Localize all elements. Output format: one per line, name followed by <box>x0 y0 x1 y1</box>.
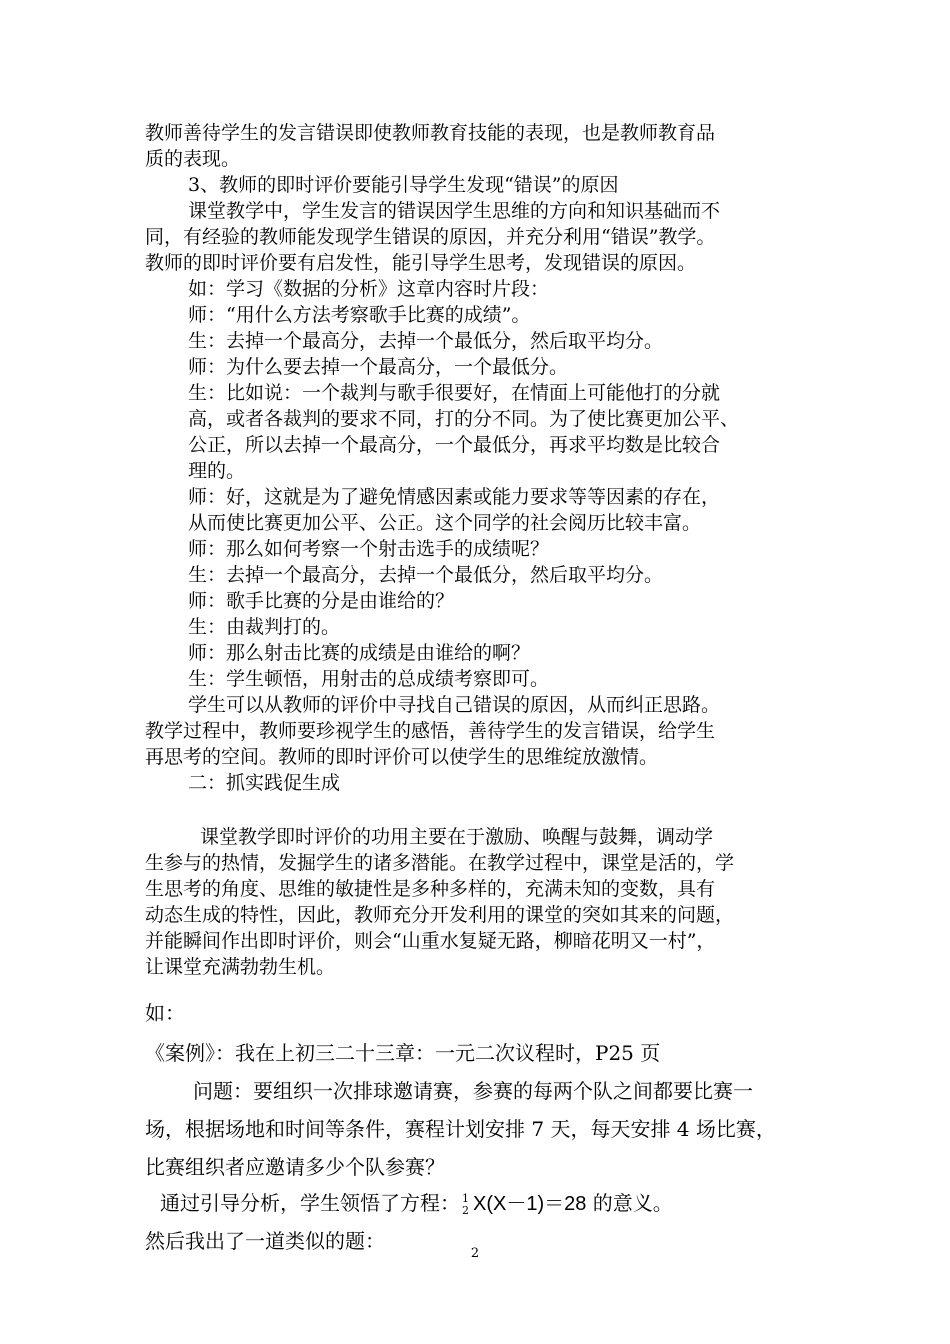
dialogue-line: 生：由裁判打的。 <box>188 616 341 638</box>
text-line: 学生可以从教师的评价中寻找自己错误的原因，从而纠正思路。 <box>188 694 721 716</box>
section-heading: 二：抓实践促生成 <box>188 772 341 794</box>
fraction-numerator: 1 <box>462 1191 469 1205</box>
text-line: 比赛组织者应邀请多少个队参赛？ <box>145 1155 445 1179</box>
dialogue-line: 师：为什么要去掉一个最高分，一个最低分。 <box>188 356 569 378</box>
equation-expression: X(X－1)＝28 <box>473 1193 587 1215</box>
text-line: 如：学习《数据的分析》这章内容时片段： <box>188 278 550 300</box>
text-line: 如： <box>145 1001 185 1025</box>
fraction-half <box>462 1193 469 1217</box>
text-line: 生参与的热情，发掘学生的诸多潜能。在教学过程中，课堂是活的，学 <box>145 852 735 874</box>
dialogue-line: 公正，所以去掉一个最高分，一个最低分，再求平均数是比较合 <box>188 434 721 456</box>
dialogue-line: 师：歌手比赛的分是由谁给的？ <box>188 590 455 612</box>
text-line: 同，有经验的教师能发现学生错误的原因，并充分利用“错误”教学。 <box>145 226 716 248</box>
text-line: 教师的即时评价要有启发性，能引导学生思考，发现错误的原因。 <box>145 252 697 274</box>
page-number: 2 <box>470 1246 480 1261</box>
text-line: 再思考的空间。教师的即时评价可以使学生的思维绽放激情。 <box>145 746 659 768</box>
text-line: 质的表现。 <box>145 148 241 170</box>
case-heading: 《案例》：我在上初三二十三章：一元二次议程时，P25 页 <box>145 1041 661 1065</box>
text-line: 课堂教学即时评价的功用主要在于激励、唤醒与鼓舞，调动学 <box>200 826 714 848</box>
text-line: 课堂教学中，学生发言的错误因学生思维的方向和知识基础而不 <box>188 200 721 222</box>
dialogue-line: 师：那么如何考察一个射击选手的成绩呢？ <box>188 538 550 560</box>
fraction-denominator: 2 <box>462 1203 469 1217</box>
dialogue-line: 高，或者各裁判的要求不同，打的分不同。为了使比赛更加公平、 <box>188 408 740 430</box>
text-line: 动态生成的特性，因此，教师充分开发利用的课堂的突如其来的问题， <box>145 904 735 926</box>
equation-suffix: 的意义。 <box>586 1191 673 1215</box>
text-line: 教学过程中，教师要珍视学生的感悟，善待学生的发言错误，给学生 <box>145 720 716 742</box>
equation-line <box>160 1190 673 1217</box>
text-line: 让课堂充满勃勃生机。 <box>145 956 336 978</box>
dialogue-line: 生：比如说：一个裁判与歌手很要好，在情面上可能他打的分就 <box>188 382 721 404</box>
equation-prefix: 通过引导分析，学生领悟了方程： <box>160 1191 460 1215</box>
dialogue-line: 从而使比赛更加公平、公正。这个同学的社会阅历比较丰富。 <box>188 512 702 534</box>
dialogue-line: 理的。 <box>188 460 246 482</box>
section-heading: 3、教师的即时评价要能引导学生发现“错误”的原因 <box>188 174 619 196</box>
text-line: 并能瞬间作出即时评价，则会“山重水复疑无路，柳暗花明又一村”， <box>145 930 716 952</box>
dialogue-line: 师：那么射击比赛的成绩是由谁给的啊？ <box>188 642 531 664</box>
dialogue-line: 师：“用什么方法考察歌手比赛的成绩”。 <box>188 304 531 326</box>
text-line: 问题：要组织一次排球邀请赛，参赛的每两个队之间都要比赛一 <box>193 1079 753 1103</box>
text-line: 生思考的角度、思维的敏捷性是多种多样的，充满未知的变数，具有 <box>145 878 716 900</box>
dialogue-line: 师：好，这就是为了避免情感因素或能力要求等等因素的存在， <box>188 486 721 508</box>
dialogue-line: 生：去掉一个最高分，去掉一个最低分，然后取平均分。 <box>188 330 664 352</box>
text-line: 场，根据场地和时间等条件，赛程计划安排 7 天，每天安排 4 场比赛， <box>145 1117 776 1141</box>
text-line: 教师善待学生的发言错误即使教师教育技能的表现，也是教师教育品 <box>145 122 716 144</box>
dialogue-line: 生：学生顿悟，用射击的总成绩考察即可。 <box>188 668 550 690</box>
dialogue-line: 生：去掉一个最高分，去掉一个最低分，然后取平均分。 <box>188 564 664 586</box>
text-line: 然后我出了一道类似的题： <box>145 1229 385 1253</box>
